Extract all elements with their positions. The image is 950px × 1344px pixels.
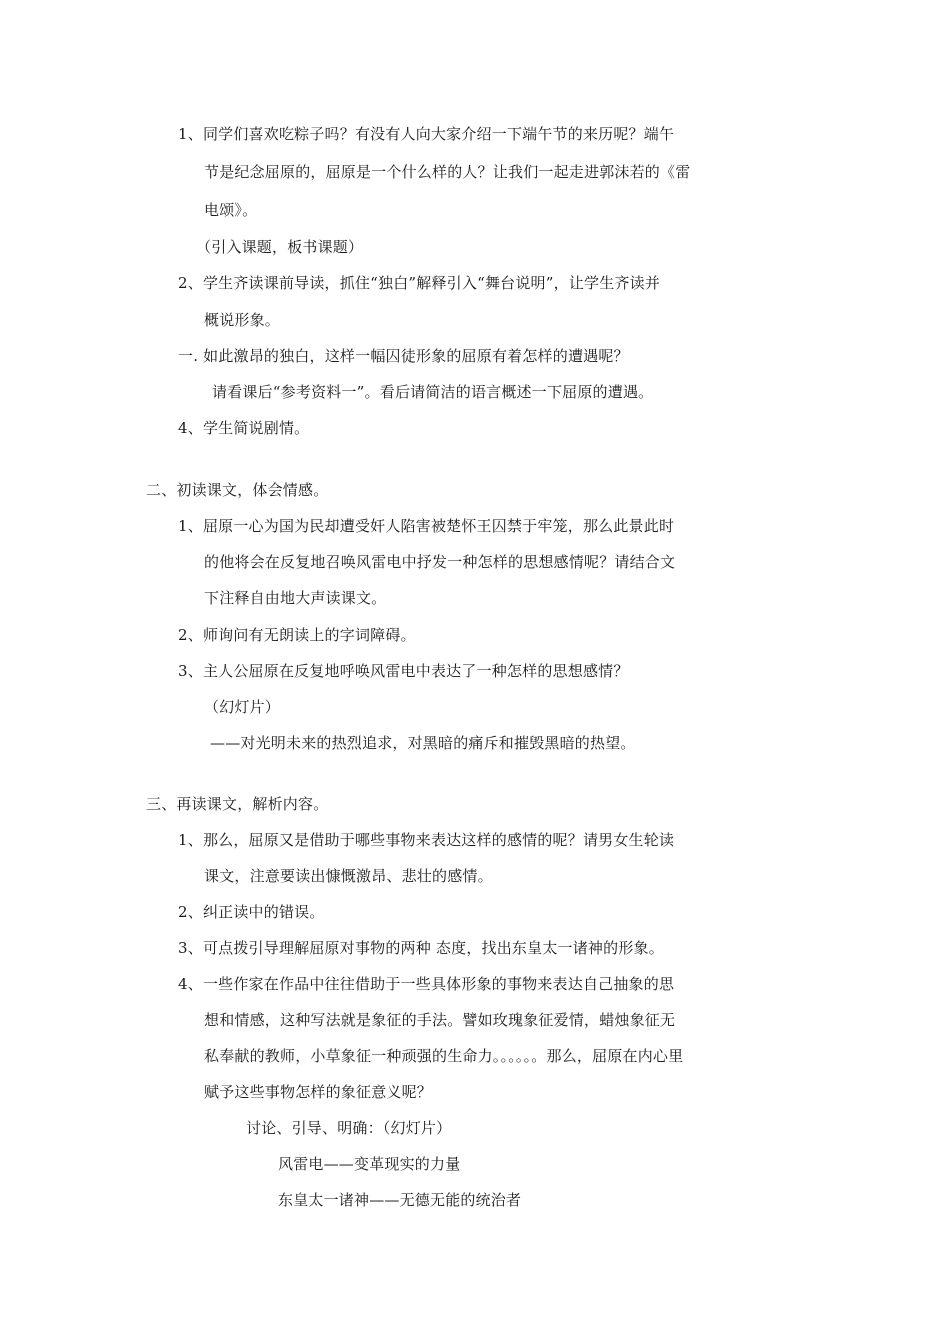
text-line: 电颂》。 xyxy=(204,201,258,219)
text-line: 下注释自由地大声读课文。 xyxy=(204,589,387,607)
text-line: 赋予这些事物怎样的象征意义呢？ xyxy=(204,1083,433,1101)
text-line: 1、同学们喜欢吃粽子吗？有没有人向大家介绍一下端午节的来历呢？端午 xyxy=(178,125,675,143)
section-heading: 三、再读课文，解析内容。 xyxy=(146,795,329,813)
text-line: 节是纪念屈原的，屈原是一个什么样的人？让我们一起走进郭沫若的《雷 xyxy=(204,163,691,181)
text-line: 4、学生简说剧情。 xyxy=(178,419,310,437)
text-line: 请看课后“参考资料一”。看后请简洁的语言概述一下屈原的遭遇。 xyxy=(212,383,654,401)
text-line: 课文，注意要读出慷慨激昂、悲壮的感情。 xyxy=(204,867,493,885)
text-line: 东皇太一诸神——无德无能的统治者 xyxy=(278,1191,522,1209)
text-line: 1、那么，屈原又是借助于哪些事物来表达这样的感情的呢？请男女生轮读 xyxy=(178,831,675,849)
text-line: 私奉献的教师，小草象征一种顽强的生命力。。。。。。那么，屈原在内心里 xyxy=(204,1047,684,1065)
text-line: 概说形象。 xyxy=(204,311,281,329)
text-line: 2、师询问有无朗读上的字词障碍。 xyxy=(178,626,416,644)
text-line: 2、学生齐读课前导读，抓住“独白”解释引入“舞台说明”，让学生齐读并 xyxy=(178,274,661,292)
text-line: 一. 如此激昂的独白，这样一幅囚徒形象的屈原有着怎样的遭遇呢？ xyxy=(178,347,629,365)
text-line: 3、可点拨引导理解屈原对事物的两种 态度，找出东皇太一诸神的形象。 xyxy=(178,939,664,957)
text-line: 讨论、引导、明确：（幻灯片） xyxy=(246,1119,452,1137)
text-line: 3、主人公屈原在反复地呼唤风雷电中表达了一种怎样的思想感情？ xyxy=(178,662,629,680)
text-line: 4、一些作家在作品中往往借助于一些具体形象的事物来表达自己抽象的思 xyxy=(178,975,675,993)
section-heading: 二、初读课文，体会情感。 xyxy=(146,481,329,499)
text-line: 2、纠正读中的错误。 xyxy=(178,903,325,921)
text-line: 的他将会在反复地召唤风雷电中抒发一种怎样的思想感情呢？请结合文 xyxy=(204,553,676,571)
text-line: 风雷电——变革现实的力量 xyxy=(278,1155,461,1173)
text-line: ——对光明未来的热烈追求，对黑暗的痛斥和摧毁黑暗的热望。 xyxy=(210,734,636,752)
text-line: 1、屈原一心为国为民却遭受奸人陷害被楚怀王囚禁于牢笼，那么此景此时 xyxy=(178,517,675,535)
text-line: （幻灯片） xyxy=(204,698,281,716)
text-line: 想和情感，这种写法就是象征的手法。譬如玫瑰象征爱情，蜡烛象征无 xyxy=(204,1011,676,1029)
text-line: （引入课题，板书课题） xyxy=(196,238,364,256)
